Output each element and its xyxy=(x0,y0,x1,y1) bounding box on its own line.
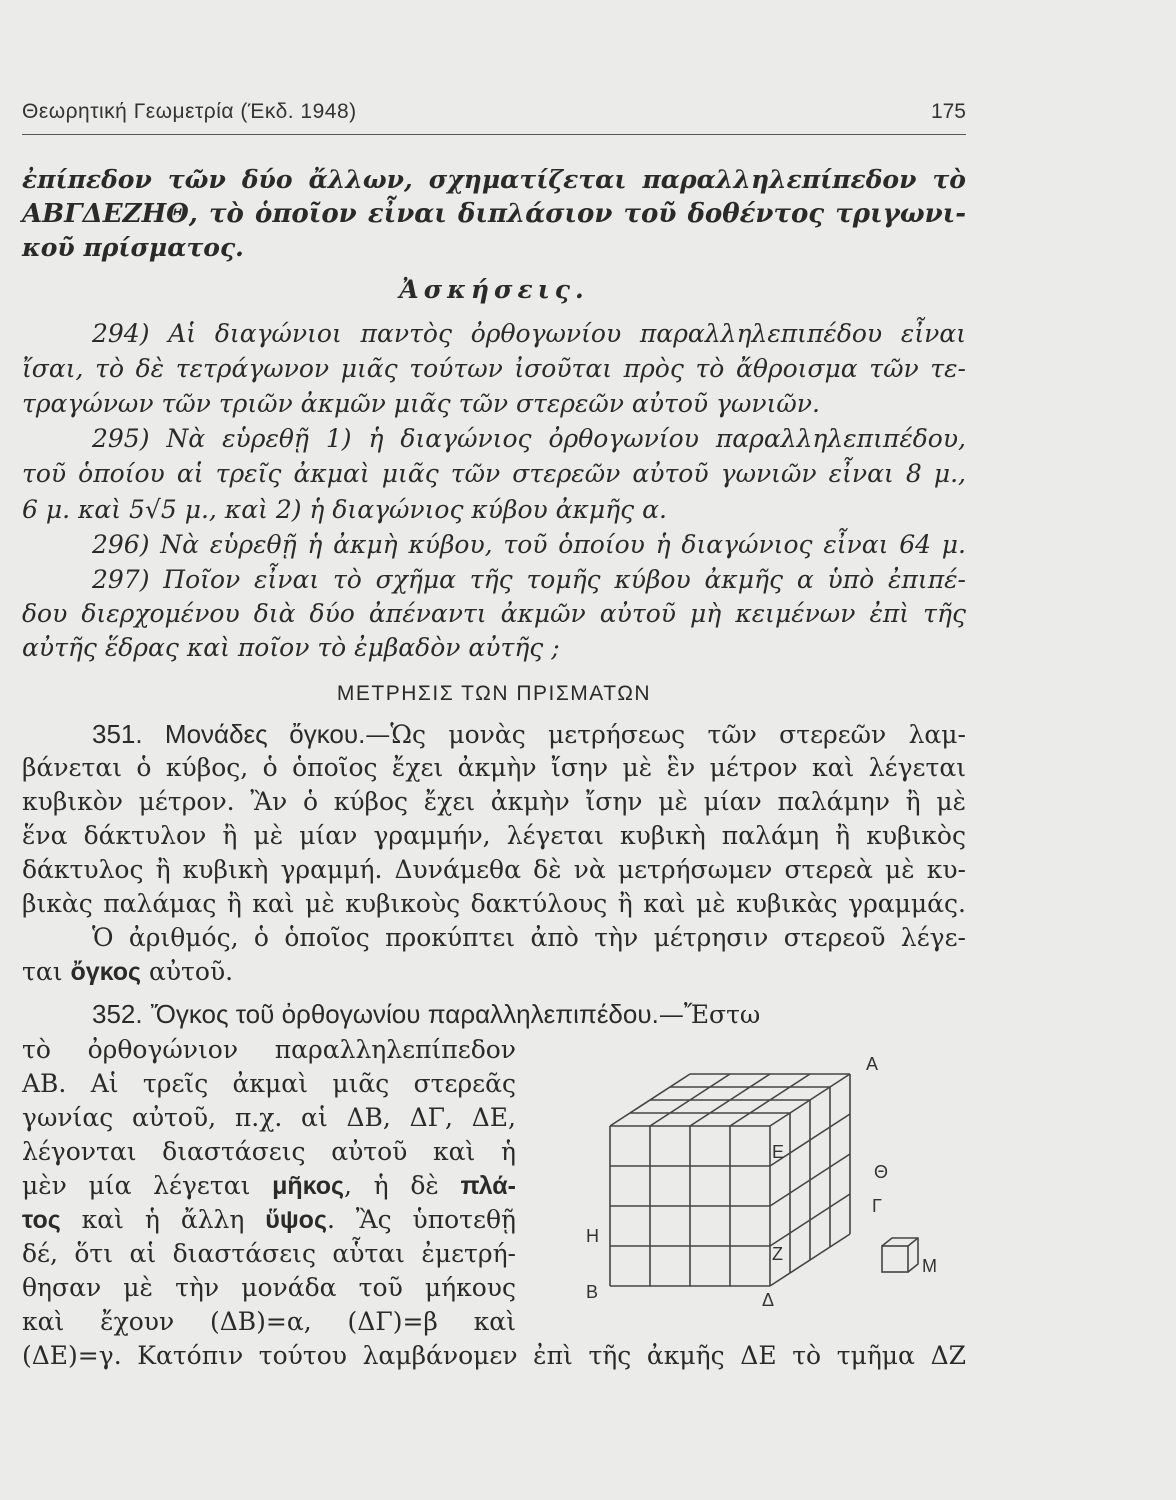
p351-line-7: Ὁ ἀριθμός, ὁ ὁποῖος προκύπτει ἀπὸ τὴν μέτρησιν στερεοῦ λέγε- xyxy=(92,923,966,952)
p352-line-8: δέ, ὅτι αἱ διαστάσεις αὗται ἐμετρή- xyxy=(22,1239,516,1268)
continuation-line-2: ΑΒΓΔΕΖΗΘ, τὸ ὁποῖον εἶναι διπλάσιον τοῦ δοθέντος τριγωνι- xyxy=(22,199,966,229)
unit-cube-m xyxy=(882,1238,918,1272)
exercise-294-line-3: τραγώνων τῶν τριῶν ἀκμῶν μιᾶς τῶν στερεῶν αὐτοῦ γωνιῶν. xyxy=(22,389,820,418)
p352-heading xyxy=(92,998,966,1031)
label-gamma: Γ xyxy=(872,1196,882,1216)
p351-line-6: βικὰς παλάμας ἢ καὶ μὲ κυβικοὺς δακτύλους ἢ καὶ μὲ κυβικὰς γραμμάς. xyxy=(22,889,966,918)
p352-number: 352. xyxy=(92,999,143,1029)
p352-line-5: λέγονται διαστάσεις αὐτοῦ καὶ ἡ xyxy=(22,1137,516,1166)
p352-l5-pre: μὲν μία λέγεται xyxy=(22,1171,273,1200)
top-face-grid xyxy=(610,1074,850,1126)
p352-title-tail: —Ἔστω xyxy=(658,1000,761,1029)
p351-line-3: κυβικὸν μέτρον. Ἂν ὁ κύβος ἔχει ἀκμὴν ἴσην μὲ μίαν παλάμην ἢ μὲ xyxy=(22,787,966,816)
exercise-297-line-1: 297) Ποῖον εἶναι τὸ σχῆμα τῆς τομῆς κύβου ἀκμῆς α ὑπὸ ἐπιπέ- xyxy=(92,565,966,594)
p352-title: Ὄγκος τοῦ ὀρθογωνίου παραλληλεπιπέδου. xyxy=(150,999,659,1029)
section-heading: ΜΕΤΡΗΣΙΣ ΤΩΝ ΠΡΙΣΜΑΤΩΝ xyxy=(336,682,652,705)
label-z: Ζ xyxy=(772,1244,783,1264)
label-a: Α xyxy=(866,1054,879,1074)
p351-title: Μονάδες ὄγκου. xyxy=(164,719,366,749)
term-mikos: μῆκος xyxy=(272,1172,345,1200)
p351-line-1 xyxy=(92,718,966,751)
p352-line-9: θησαν μὲ τὴν μονάδα τοῦ μήκους xyxy=(22,1273,516,1302)
page-number: 175 xyxy=(930,100,966,123)
p352-line-3: ΑΒ. Αἱ τρεῖς ἀκμαὶ μιᾶς στερεᾶς xyxy=(22,1069,516,1098)
p352-l6-mid: καὶ ἡ ἄλλη xyxy=(60,1205,266,1234)
p352-line-6 xyxy=(22,1170,516,1202)
exercise-294-line-2: ἴσαι, τὸ δὲ τετράγωνον μιᾶς τούτων ἰσοῦται πρὸς τὸ ἄθροισμα τῶν τε- xyxy=(22,354,966,383)
term-platos-tail: τος xyxy=(22,1206,61,1234)
term-onkos: ὄγκος xyxy=(70,958,142,986)
p352-line-11: (ΔΕ)=γ. Κατόπιν τούτου λαμβάνομεν ἐπὶ τῆς ἀκμῆς ΔΕ τὸ τμῆμα ΔΖ xyxy=(22,1341,966,1370)
continuation-line-3: κοῦ πρίσματος. xyxy=(22,233,244,262)
p351-line-5: δάκτυλος ἢ κυβικὴ γραμμή. Δυνάμεθα δὲ νὰ μετρήσωμεν στερεὰ μὲ κυ- xyxy=(22,855,966,884)
p352-l6-post: . Ἂς ὑποτεθῇ xyxy=(326,1205,516,1234)
label-m: Μ xyxy=(922,1256,937,1276)
exercise-297-line-3: αὐτῆς ἕδρας καὶ ποῖον τὸ ἐμβαδὸν αὐτῆς ; xyxy=(22,633,560,662)
label-b: Β xyxy=(586,1282,599,1302)
p352-l5-mid: , ἡ δὲ xyxy=(344,1171,461,1200)
exercise-295-line-2: τοῦ ὁποίου αἱ τρεῖς ἀκμαὶ μιᾶς τῶν στερεῶν αὐτοῦ γωνιῶν εἶναι 8 μ., xyxy=(22,459,966,488)
term-platos: πλά- xyxy=(460,1172,517,1200)
label-theta: Θ xyxy=(874,1162,889,1182)
p351-line-2: βάνεται ὁ κύβος, ὁ ὁποῖος ἔχει ἀκμὴν ἴσην μὲ ἓν μέτρον καὶ λέγεται xyxy=(22,753,966,782)
label-e: Ε xyxy=(772,1142,785,1162)
exercise-296: 296) Νὰ εὑρεθῇ ἡ ἀκμὴ κύβου, τοῦ ὁποίου ἡ διαγώνιος εἶναι 64 μ. xyxy=(92,530,966,559)
exercise-294-line-1: 294) Αἱ διαγώνιοι παντὸς ὀρθογωνίου παραλληλεπιπέδου εἶναι xyxy=(92,319,966,348)
front-face-grid xyxy=(610,1126,770,1286)
exercise-297-line-2: δου διερχομένου διὰ δύο ἀπέναντι ἀκμῶν αὐτοῦ μὴ κειμένων ἐπὶ τῆς xyxy=(22,599,966,628)
exercises-heading: Ἀσκήσεις. xyxy=(399,275,589,304)
exercise-295-line-1: 295) Νὰ εὑρεθῇ 1) ἡ διαγώνιος ὀρθογωνίου παραλληλεπιπέδου, xyxy=(92,424,966,453)
p351-text-1: —Ὡς μονὰς μετρήσεως τῶν στερεῶν λαμ- xyxy=(365,720,966,749)
p351-line-8 xyxy=(22,956,233,988)
p352-line-4: γωνίας αὐτοῦ, π.χ. αἱ ΔΒ, ΔΓ, ΔΕ, xyxy=(22,1103,516,1132)
p351-number: 351. xyxy=(92,719,143,749)
p352-line-2: τὸ ὀρθογώνιον παραλληλεπίπεδον xyxy=(22,1035,516,1064)
term-ypsos: ὕψος xyxy=(265,1206,327,1234)
p352-line-7 xyxy=(22,1204,516,1236)
label-h: Η xyxy=(586,1226,599,1246)
unit-cube-parallelepiped-figure xyxy=(576,1050,976,1320)
p351-last-post: αὐτοῦ. xyxy=(141,957,234,986)
running-title: Θεωρητική Γεωμετρία (Έκδ. 1948) xyxy=(22,100,357,123)
p351-line-4: ἕνα δάκτυλον ἢ μὲ μίαν γραμμήν, λέγεται κυβικὴ παλάμη ἢ κυβικὸς xyxy=(22,821,966,850)
running-header xyxy=(22,94,966,135)
label-delta: Δ xyxy=(762,1290,775,1310)
exercise-295-line-3: 6 μ. καὶ 5√5 μ., καὶ 2) ἡ διαγώνιος κύβου ἀκμῆς α. xyxy=(22,495,667,524)
continuation-line-1: ἐπίπεδον τῶν δύο ἄλλων, σχηματίζεται παραλληλεπίπεδον τὸ xyxy=(22,165,966,194)
p351-last-pre: ται xyxy=(22,957,71,986)
p352-line-10: καὶ ἔχουν (ΔΒ)=α, (ΔΓ)=β καὶ xyxy=(22,1307,516,1336)
